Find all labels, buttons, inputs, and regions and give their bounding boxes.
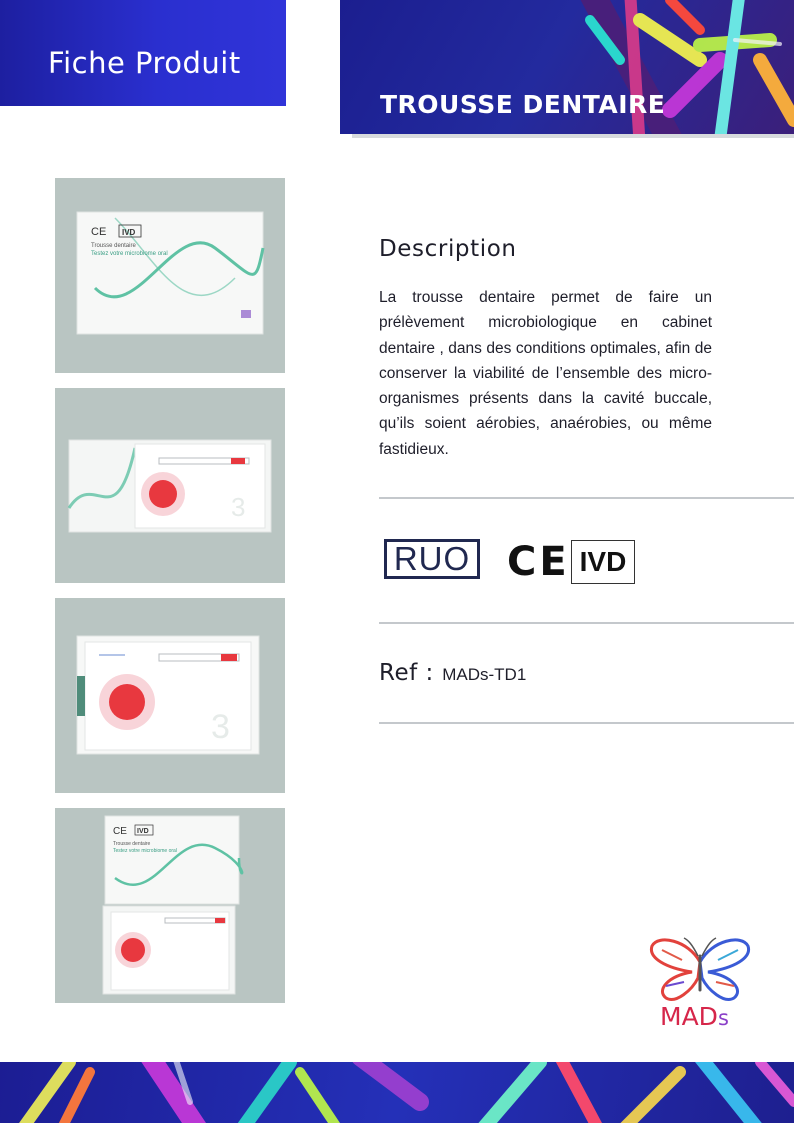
divider — [379, 622, 794, 624]
section-label: Fiche Produit — [48, 46, 241, 80]
box-line1: Trousse dentaire — [91, 243, 136, 249]
kit-open-closeup-photo — [55, 598, 285, 793]
description-text: La trousse dentaire permet de faire un prélèvement microbiologique en cabinet dentaire , dans des conditions optimales, afin de conserver la viabilité de l’ensemble des micro-organismes présents dans la cavité buccale, qu’ils soient aérobies, anaérobies, ou même fastidieux. — [379, 289, 712, 458]
dna-tubes-illustration — [0, 1062, 794, 1123]
fiche-produit-banner — [0, 0, 286, 106]
box-line2: Testez votre microbiome oral — [113, 848, 177, 854]
reference-label: Ref : — [379, 660, 434, 686]
box-ivd-mark: IVD — [137, 828, 149, 835]
box-ce-mark: CE — [91, 226, 107, 238]
divider — [379, 497, 794, 499]
reference-value: MADs-TD1 — [442, 665, 527, 684]
svg-text:3: 3 — [211, 708, 230, 746]
footer-banner — [0, 1062, 794, 1123]
logo-text-suffix: s — [717, 1006, 729, 1030]
kit-closed-photo — [55, 178, 285, 373]
reference-line — [379, 660, 526, 686]
kit-full-photo — [55, 808, 285, 1003]
kit-open-photo — [55, 388, 285, 583]
ce-mark: CE — [507, 539, 570, 585]
title-underline — [352, 134, 794, 138]
box-line2: Testez votre microbiome oral — [91, 251, 168, 257]
box-ivd-mark: IVD — [122, 228, 136, 237]
logo-text-main: MAD — [660, 1002, 718, 1031]
box-line1: Trousse dentaire — [113, 841, 151, 847]
divider — [379, 722, 794, 724]
description-heading: Description — [379, 236, 517, 262]
product-title: TROUSSE DENTAIRE — [380, 90, 666, 119]
product-title-banner — [340, 0, 794, 134]
mads-logo-text — [660, 1002, 729, 1031]
ruo-mark: RUO — [384, 539, 480, 579]
svg-text:3: 3 — [231, 492, 246, 522]
box-ce-mark: CE — [113, 826, 127, 837]
ivd-mark: IVD — [571, 540, 635, 584]
